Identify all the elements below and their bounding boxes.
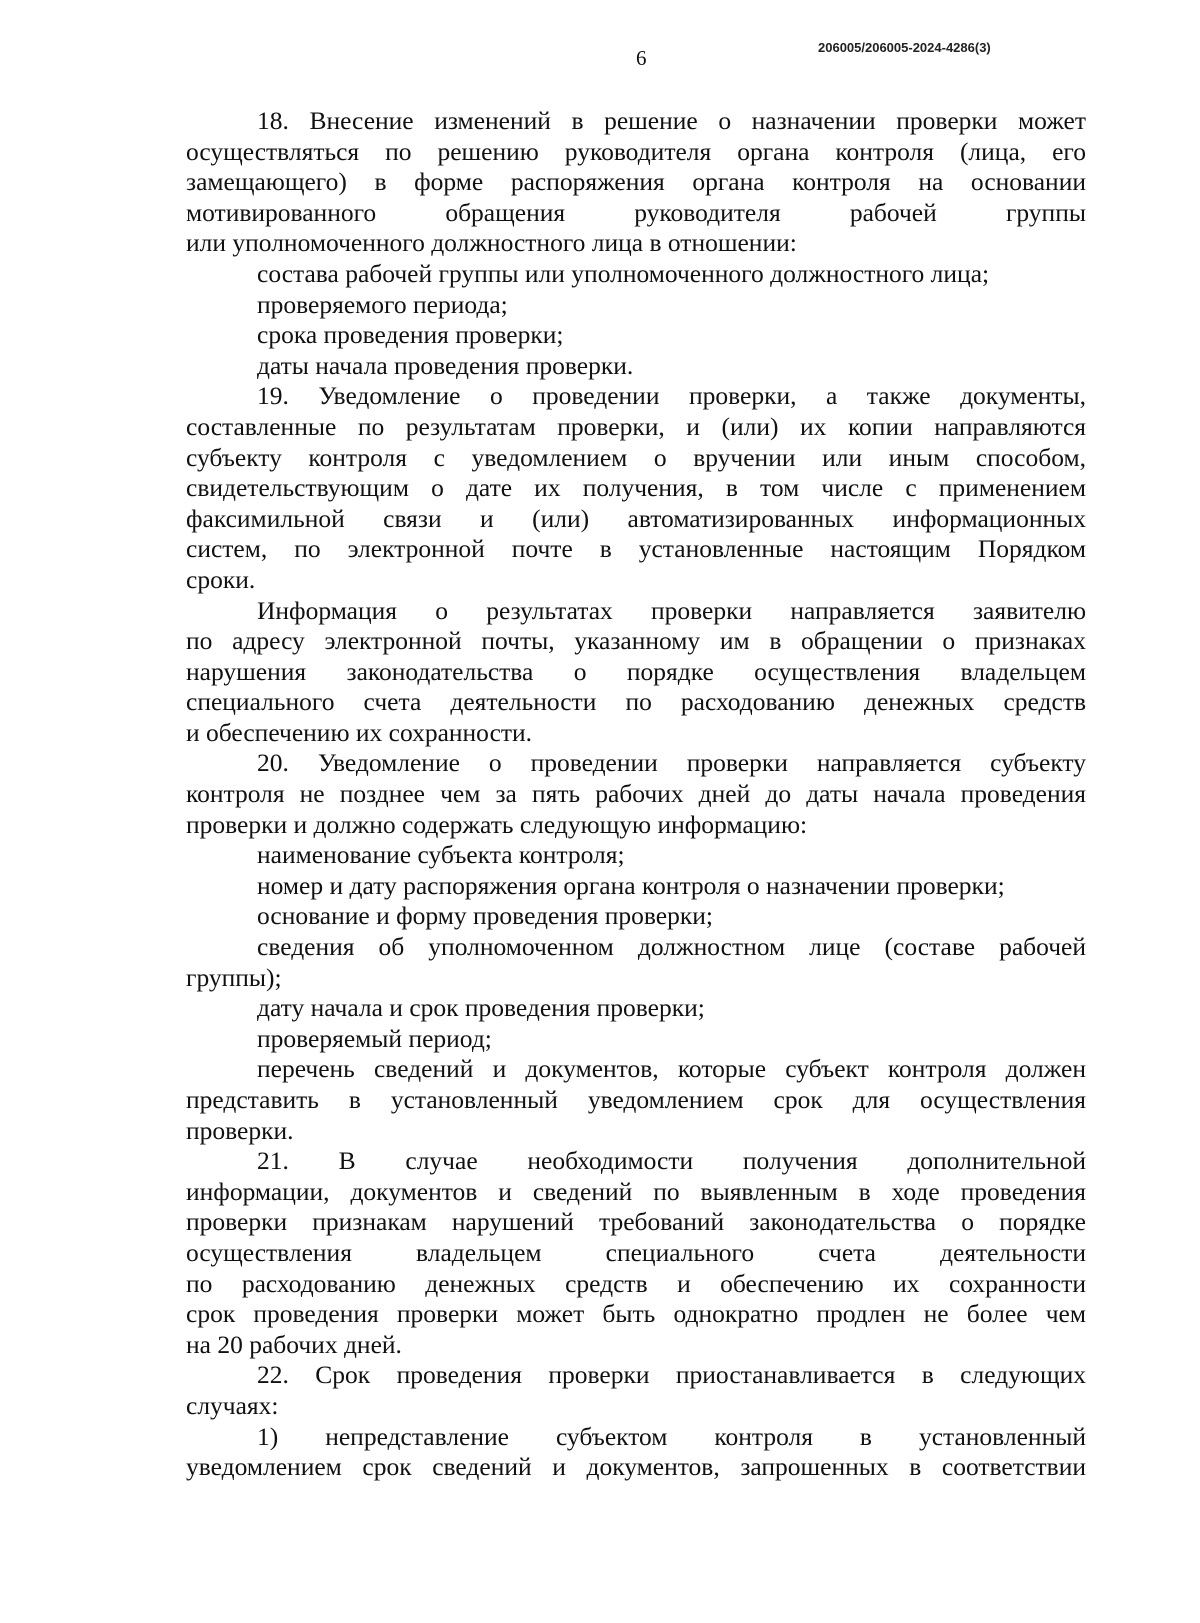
text-line: по расходованию денежных средств и обеспечению их сохранности bbox=[186, 1268, 1086, 1298]
text-line: проверяемого периода; bbox=[257, 289, 508, 319]
text-line: сведения об уполномоченном должностном лице (составе рабочей bbox=[257, 932, 1086, 962]
text-line: проверяемый период; bbox=[257, 1023, 492, 1053]
text-line: факсимильной связи и (или) автоматизированных информационных bbox=[186, 503, 1086, 533]
text-line: наименование субъекта контроля; bbox=[257, 840, 625, 870]
text-line: номер и дату распоряжения органа контроля о назначении проверки; bbox=[257, 870, 1005, 900]
page-number: 6 bbox=[636, 46, 647, 70]
text-line: свидетельствующим о дате их получения, в том числе с применением bbox=[186, 473, 1086, 503]
text-line: 21. В случае необходимости получения дополнительной bbox=[257, 1146, 1086, 1176]
text-line: и обеспечению их сохранности. bbox=[186, 717, 533, 747]
text-line: специального счета деятельности по расходованию денежных средств bbox=[186, 687, 1086, 717]
text-line: Информация о результатах проверки направляется заявителю bbox=[257, 595, 1086, 625]
text-line: осуществляться по решению руководителя органа контроля (лица, его bbox=[186, 136, 1086, 166]
text-line: осуществления владельцем специального счета деятельности bbox=[186, 1237, 1086, 1267]
text-line: дату начала и срок проведения проверки; bbox=[257, 993, 705, 1023]
text-line: субъекту контроля с уведомлением о вручении или иным способом, bbox=[186, 442, 1086, 472]
text-line: перечень сведений и документов, которые субъект контроля должен bbox=[257, 1054, 1086, 1084]
text-line: на 20 рабочих дней. bbox=[186, 1329, 402, 1359]
text-line: нарушения законодательства о порядке осуществления владельцем bbox=[186, 656, 1086, 686]
text-line: случаях: bbox=[186, 1390, 279, 1420]
text-line: информации, документов и сведений по выявленным в ходе проведения bbox=[186, 1176, 1086, 1206]
text-line: группы); bbox=[186, 962, 282, 992]
text-line: 19. Уведомление о проведении проверки, а также документы, bbox=[257, 381, 1086, 411]
text-line: или уполномоченного должностного лица в отношении: bbox=[186, 228, 797, 258]
text-line: даты начала проведения проверки. bbox=[257, 350, 634, 380]
text-line: состава рабочей группы или уполномоченного должностного лица; bbox=[257, 258, 990, 288]
text-line: по адресу электронной почты, указанному им в обращении о признаках bbox=[186, 626, 1086, 656]
text-line: проверки и должно содержать следующую информацию: bbox=[186, 809, 808, 839]
text-line: составленные по результатам проверки, и (или) их копии направляются bbox=[186, 411, 1086, 441]
text-line: представить в установленный уведомлением срок для осуществления bbox=[186, 1085, 1086, 1114]
document-body bbox=[186, 106, 1086, 1483]
text-line: основание и форму проведения проверки; bbox=[257, 901, 713, 931]
text-line: замещающего) в форме распоряжения органа контроля на основании bbox=[186, 167, 1086, 197]
text-line: срок проведения проверки может быть однократно продлен не более чем bbox=[186, 1299, 1086, 1329]
document-registration-number: 206005/206005-2024-4286(3) bbox=[818, 40, 991, 55]
text-line: 18. Внесение изменений в решение о назначении проверки может bbox=[257, 106, 1086, 135]
text-line: сроки. bbox=[186, 564, 256, 594]
text-line: систем, по электронной почте в установленные настоящим Порядком bbox=[186, 534, 1086, 564]
text-line: мотивированного обращения руководителя рабочей группы bbox=[186, 197, 1086, 227]
text-line: срока проведения проверки; bbox=[257, 320, 564, 350]
text-line: 22. Срок проведения проверки приостанавливается в следующих bbox=[257, 1360, 1086, 1390]
text-line: уведомлением срок сведений и документов, запрошенных в соответствии bbox=[186, 1452, 1086, 1482]
text-line: проверки признакам нарушений требований законодательства о порядке bbox=[186, 1207, 1086, 1237]
text-line: проверки. bbox=[186, 1115, 294, 1145]
text-line: 20. Уведомление о проведении проверки направляется субъекту bbox=[257, 748, 1086, 778]
text-line: контроля не позднее чем за пять рабочих дней до даты начала проведения bbox=[186, 779, 1086, 809]
text-line: 1) непредставление субъектом контроля в установленный bbox=[257, 1421, 1086, 1451]
